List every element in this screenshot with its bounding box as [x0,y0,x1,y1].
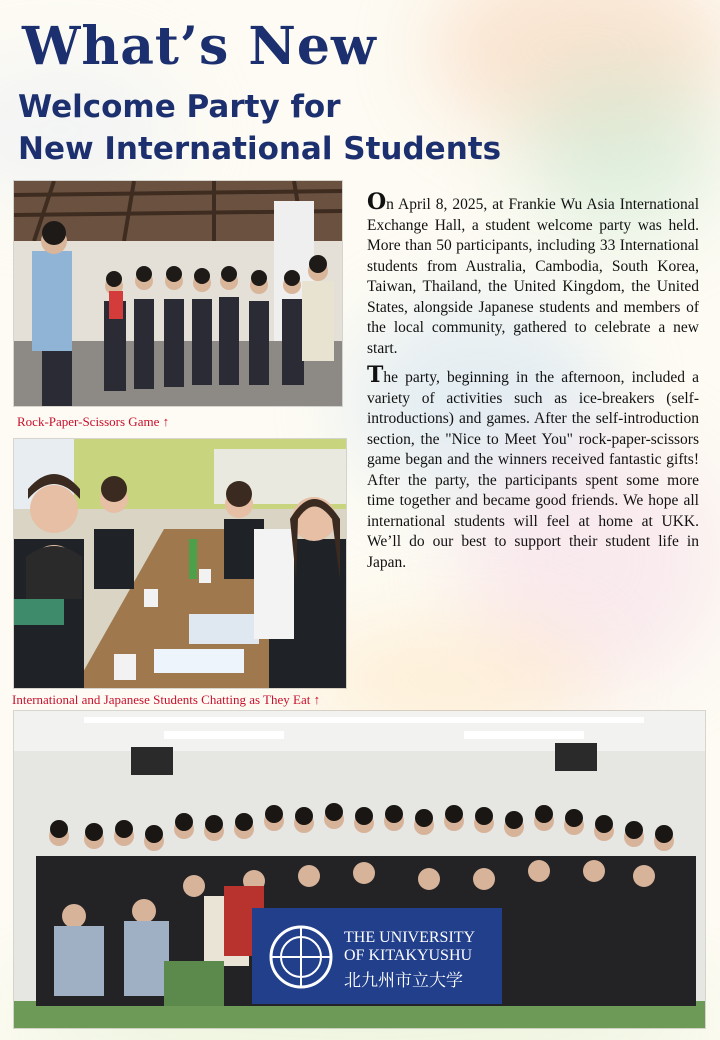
paragraph-text: he party, beginning in the afternoon, included a variety of activities such as ice-breakers (self-introductions) and games. After the self-introduction section, the "Nice to Meet You" rock-paper-scissors game began and the winners received fantastic gifts! After the party, the participants spent some more time together and became good friends. We hope all international students will feel at home at UKK. We’ll do our best to support their student life in Japan. [367,369,699,571]
paragraph-text: n April 8, 2025, at Frankie Wu Asia International Exchange Hall, a student welcome party was held. More than 50 participants, including 33 International students from Australia, Cambodia, South Korea, Taiwan, Thailand, the United Kingdom, the United States, alongside Japanese students and members of the local community, gathered to celebrate a new start. [367,196,699,357]
drop-cap: O [367,189,387,215]
chatting-photo-caption: International and Japanese Students Chatting as They Eat ↑ [12,692,321,707]
banner-university-line-1: THE UNIVERSITY [344,929,476,946]
article-body [367,189,699,573]
banner-university-line-2: OF KITAKYUSHU [344,947,473,964]
game-photo-caption: Rock-Paper-Scissors Game ↑ [17,414,170,429]
chatting-photo [14,439,346,688]
article-paragraph-1 [367,189,699,359]
group-photo [14,711,705,1028]
drop-cap: T [367,362,384,388]
article-headline [18,86,501,170]
headline-line-1: Welcome Party for [18,89,341,125]
page-title: What’s New [22,16,377,77]
article-paragraph-2 [367,362,699,573]
game-photo [14,181,342,406]
headline-line-2: New International Students [18,131,502,167]
banner-university-japanese: 北九州市立大学 [344,971,463,991]
